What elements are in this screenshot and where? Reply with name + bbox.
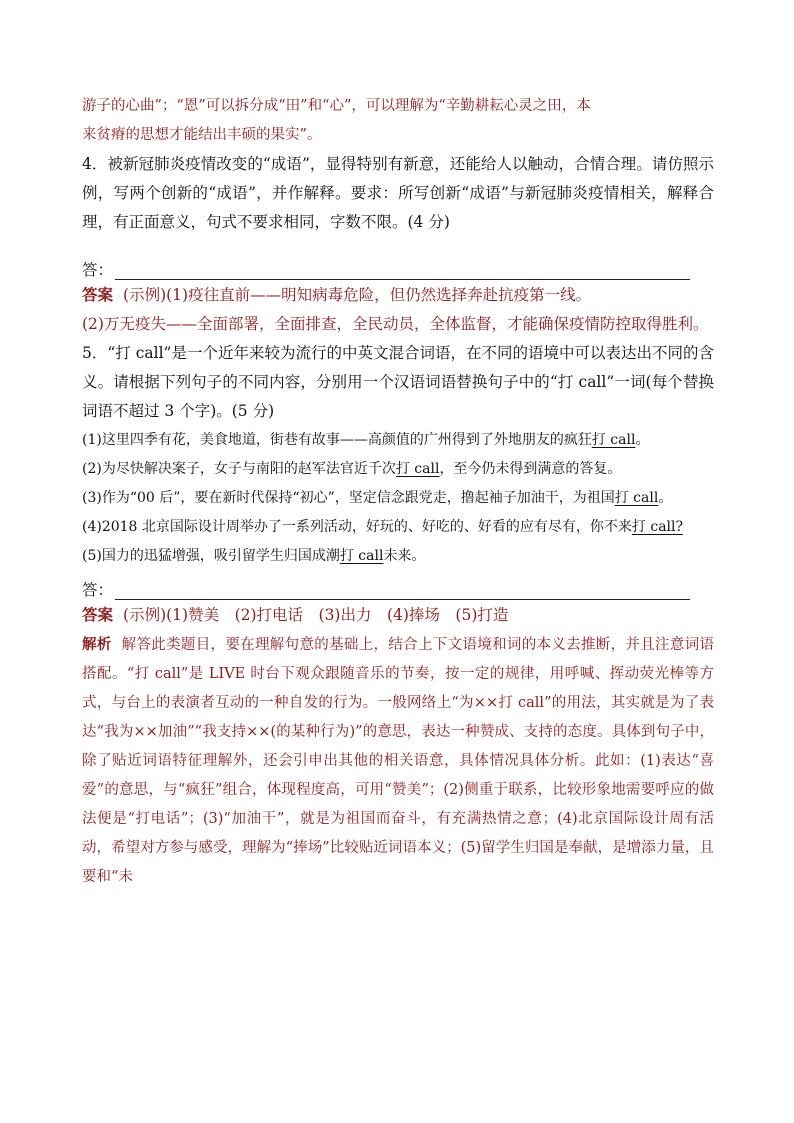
q5-s1-text: (1)这里四季有花，美食地道，街巷有故事——高颜值的广州得到了外地朋友的疯狂 xyxy=(82,432,592,448)
q5-s3-text: (3)作为“00 后”，要在新时代保持“初心”，坚定信念跟党走，撸起袖子加油干，为祖国 xyxy=(82,490,615,506)
q5-s4-text: (4)2018 北京国际设计周举办了一系列活动，好玩的、好吃的、好看的应有尽有，你不来 xyxy=(82,519,632,535)
q5-s4-underlined: 打 call? xyxy=(631,519,684,535)
q4-key-text2: (2)万无疫失——全面部署，全面排查，全民动员，全体监督，才能确保疫情防控取得胜利。 xyxy=(82,315,709,333)
q5-analysis-label: 解析 xyxy=(82,636,112,653)
q5-sentence-5 xyxy=(82,542,714,571)
q4-key-text: (示例)(1)疫往直前——明知病毒危险，但仍然选择奔赴抗疫第一线。 xyxy=(123,286,592,304)
q5-answer-label: 答： xyxy=(82,581,114,599)
question-4: 4．被新冠肺炎疫情改变的“成语”，显得特别有新意，还能给人以触动，合情合理。请仿照示例，写两个创新的“成语”，并作解释。要求：所写创新“成语”与新冠肺炎疫情相关，解释合理，有正面意义，句式不要求相同，字数不限。(4 分) xyxy=(82,155,714,231)
prev-analysis-line1: 游子的心曲”；“恩”可以拆分成“田”和“心”，可以理解为“辛勤耕耘心灵之田，本 xyxy=(82,98,591,114)
q4-answer-rule[interactable] xyxy=(115,259,690,280)
q5-s2-text: (2)为尽快解决案子，女子与南阳的赵军法官近千次 xyxy=(82,461,396,477)
q5-s3-underlined: 打 call xyxy=(614,490,659,506)
question-5: 5．“打 call”是一个近年来较为流行的中英文混合词语，在不同的语境中可以表达出不同的含义。请根据下列句子的不同内容，分别用一个汉语词语替换句子中的“打 call”一词(每个替换词语不超过 3 个字)。(5 分) xyxy=(82,344,714,420)
prev-analysis-line2: 来贫瘠的思想才能结出丰硕的果实”。 xyxy=(82,127,322,143)
q5-sentence-3 xyxy=(82,484,714,513)
q5-s2-underlined: 打 call xyxy=(395,461,440,477)
q5-s2-end: ，至今仍未得到满意的答复。 xyxy=(439,461,622,477)
q5-sentence-4 xyxy=(82,513,714,542)
q5-key-text: (示例)(1)赞美 (2)打电话 (3)出力 (4)捧场 (5)打造 xyxy=(123,606,509,624)
q5-answer-rule[interactable] xyxy=(115,579,690,600)
q4-answer-label: 答： xyxy=(82,261,114,279)
q5-s5-underlined: 打 call xyxy=(339,548,384,564)
q5-s5-end: 未来。 xyxy=(383,548,426,564)
q5-s5-text: (5)国力的迅猛增强，吸引留学生归国成潮 xyxy=(82,548,340,564)
q5-sentence-1 xyxy=(82,426,714,455)
q5-analysis xyxy=(82,630,714,892)
q5-key-label: 答案 xyxy=(82,605,114,624)
q4-answer-field[interactable] xyxy=(82,251,714,280)
q5-s1-end: 。 xyxy=(635,432,650,448)
q5-answer-field[interactable] xyxy=(82,571,714,600)
q5-s3-end: 。 xyxy=(658,490,673,506)
q5-s1-underlined: 打 call xyxy=(591,432,636,448)
previous-analysis-tail xyxy=(82,92,714,150)
q5-analysis-text: 解答此类题目，要在理解句意的基础上，结合上下文语境和词的本义去推断，并且注意词语搭配。“打 call”是 LIVE 时台下观众跟随音乐的节奏，按一定的规律，用呼喊、挥动荧光棒等方式，与台上的表演者互动的一种自发的行为。一般网络上“为××打 call”的用法，其实就是为了表达“我为××加油”“我支持××(的某种行为)”的意思，表达一种赞成、支持的态度。具体到句子中，除了贴近词语特征理解外，还会引申出其他的相关语意，具体情况具体分析。此如：(1)表达“喜爱”的意思，与“疯狂”组合，体现程度高，可用“赞美”；(2)侧重于联系，比较形象地需要呼应的做法便是“打电话”；(3)“加油干”，就是为祖国而奋斗，有充满热情之意；(4)北京国际设计周有活动，希望对方参与感受，理解为“捧场”比较贴近词语本义；(5)留学生归国是奉献，是增添力量，且要和“未 xyxy=(82,637,715,885)
document-page xyxy=(82,92,714,892)
q5-sentence-2 xyxy=(82,455,714,484)
q5-answer-key xyxy=(82,600,714,630)
q4-key-label: 答案 xyxy=(82,285,114,304)
q4-answer-key xyxy=(82,280,714,310)
